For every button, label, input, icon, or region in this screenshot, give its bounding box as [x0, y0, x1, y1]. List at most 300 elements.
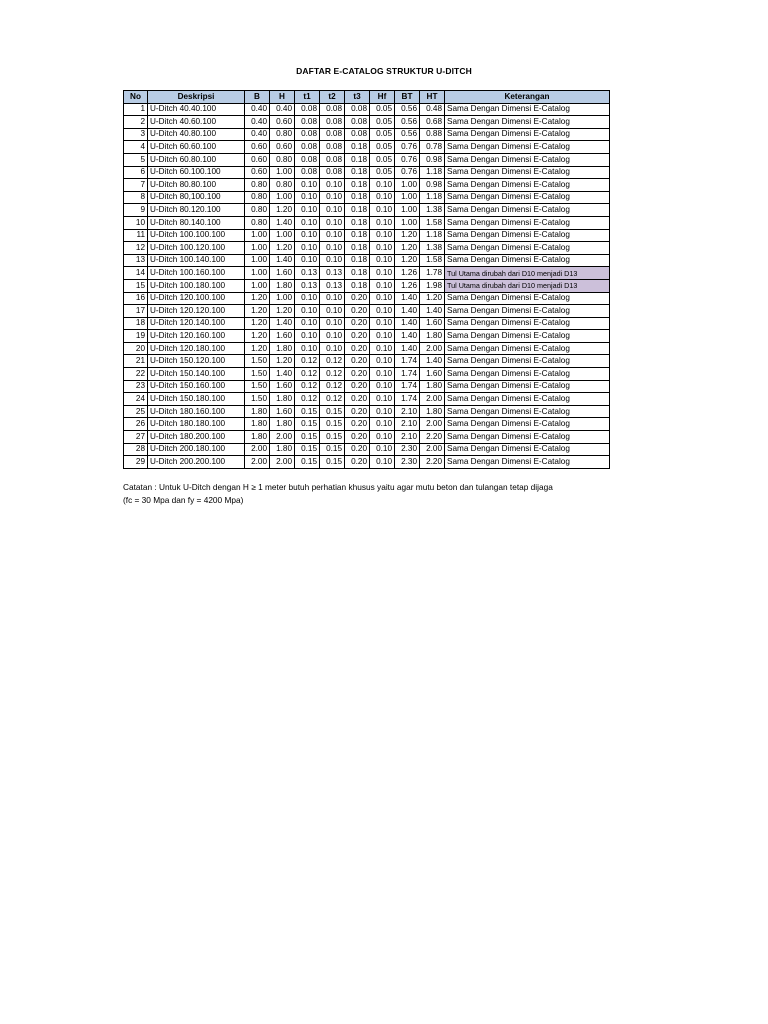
cell-ht: 2.20 [420, 456, 445, 469]
cell-b: 1.80 [245, 418, 270, 431]
cell-hf: 0.10 [370, 267, 395, 280]
cell-deskripsi: U-Ditch 120.140.100 [148, 317, 245, 330]
cell-bt: 1.40 [395, 305, 420, 318]
cell-h: 1.60 [270, 380, 295, 393]
cell-hf: 0.05 [370, 153, 395, 166]
u-ditch-catalog-table [123, 90, 610, 469]
cell-bt: 0.76 [395, 166, 420, 179]
cell-t3: 0.18 [345, 267, 370, 280]
cell-ht: 1.58 [420, 254, 445, 267]
column-header-ht: HT [420, 91, 445, 104]
cell-no: 23 [124, 380, 148, 393]
cell-hf: 0.10 [370, 216, 395, 229]
cell-t1: 0.12 [295, 368, 320, 381]
table-row [124, 242, 610, 255]
table-row [124, 443, 610, 456]
cell-t1: 0.15 [295, 418, 320, 431]
cell-h: 1.20 [270, 355, 295, 368]
cell-deskripsi: U-Ditch 80.140.100 [148, 216, 245, 229]
table-row [124, 393, 610, 406]
cell-no: 12 [124, 242, 148, 255]
cell-ht: 0.98 [420, 153, 445, 166]
cell-keterangan: Sama Dengan Dimensi E-Catalog [445, 317, 610, 330]
cell-t3: 0.20 [345, 405, 370, 418]
cell-b: 2.00 [245, 456, 270, 469]
cell-h: 1.40 [270, 216, 295, 229]
cell-deskripsi: U-Ditch 60.60.100 [148, 141, 245, 154]
table-header-row [124, 91, 610, 104]
table-row [124, 279, 610, 292]
cell-hf: 0.10 [370, 342, 395, 355]
cell-t3: 0.18 [345, 229, 370, 242]
cell-t3: 0.20 [345, 418, 370, 431]
cell-b: 1.80 [245, 431, 270, 444]
cell-h: 0.60 [270, 141, 295, 154]
cell-ht: 1.80 [420, 380, 445, 393]
cell-no: 20 [124, 342, 148, 355]
cell-t3: 0.20 [345, 330, 370, 343]
cell-keterangan: Tul Utama dirubah dari D10 menjadi D13 [445, 279, 610, 292]
cell-no: 15 [124, 279, 148, 292]
column-header-bt: BT [395, 91, 420, 104]
table-row [124, 292, 610, 305]
cell-t3: 0.08 [345, 128, 370, 141]
cell-keterangan: Sama Dengan Dimensi E-Catalog [445, 330, 610, 343]
cell-ht: 1.20 [420, 292, 445, 305]
cell-hf: 0.10 [370, 179, 395, 192]
cell-deskripsi: U-Ditch 100.120.100 [148, 242, 245, 255]
column-header-keterangan: Keterangan [445, 91, 610, 104]
cell-ht: 2.20 [420, 431, 445, 444]
cell-hf: 0.10 [370, 330, 395, 343]
table-row [124, 128, 610, 141]
table-row [124, 456, 610, 469]
cell-no: 24 [124, 393, 148, 406]
cell-keterangan: Sama Dengan Dimensi E-Catalog [445, 342, 610, 355]
cell-t2: 0.15 [320, 405, 345, 418]
table-row [124, 103, 610, 116]
document-title: DAFTAR E-CATALOG STRUKTUR U-DITCH [296, 66, 472, 76]
column-header-no: No [124, 91, 148, 104]
cell-t3: 0.20 [345, 292, 370, 305]
cell-h: 1.00 [270, 191, 295, 204]
cell-t1: 0.12 [295, 393, 320, 406]
cell-ht: 0.48 [420, 103, 445, 116]
table-row [124, 204, 610, 217]
cell-t2: 0.08 [320, 103, 345, 116]
cell-ht: 2.00 [420, 418, 445, 431]
cell-no: 2 [124, 116, 148, 129]
cell-hf: 0.05 [370, 166, 395, 179]
cell-t2: 0.10 [320, 292, 345, 305]
cell-no: 25 [124, 405, 148, 418]
column-header-t2: t2 [320, 91, 345, 104]
cell-deskripsi: U-Ditch 150.120.100 [148, 355, 245, 368]
cell-deskripsi: U-Ditch 180.180.100 [148, 418, 245, 431]
cell-t2: 0.08 [320, 166, 345, 179]
table-row [124, 330, 610, 343]
cell-t1: 0.15 [295, 456, 320, 469]
cell-no: 13 [124, 254, 148, 267]
cell-bt: 1.00 [395, 216, 420, 229]
cell-b: 1.20 [245, 342, 270, 355]
cell-deskripsi: U-Ditch 180.160.100 [148, 405, 245, 418]
table-row [124, 267, 610, 280]
cell-hf: 0.10 [370, 443, 395, 456]
table-row [124, 179, 610, 192]
cell-bt: 1.74 [395, 355, 420, 368]
cell-hf: 0.10 [370, 242, 395, 255]
cell-bt: 1.74 [395, 380, 420, 393]
cell-ht: 2.00 [420, 443, 445, 456]
cell-t2: 0.08 [320, 141, 345, 154]
cell-no: 18 [124, 317, 148, 330]
cell-keterangan: Tul Utama dirubah dari D10 menjadi D13 [445, 267, 610, 280]
cell-t1: 0.08 [295, 128, 320, 141]
cell-t1: 0.15 [295, 405, 320, 418]
cell-b: 0.80 [245, 204, 270, 217]
cell-deskripsi: U-Ditch 40.60.100 [148, 116, 245, 129]
cell-h: 1.80 [270, 418, 295, 431]
cell-bt: 0.76 [395, 153, 420, 166]
cell-h: 1.60 [270, 267, 295, 280]
cell-bt: 1.74 [395, 393, 420, 406]
cell-t3: 0.18 [345, 254, 370, 267]
cell-t3: 0.20 [345, 443, 370, 456]
cell-t2: 0.10 [320, 229, 345, 242]
cell-bt: 1.00 [395, 204, 420, 217]
cell-h: 0.80 [270, 128, 295, 141]
cell-t3: 0.20 [345, 368, 370, 381]
cell-deskripsi: U-Ditch 40.80.100 [148, 128, 245, 141]
cell-hf: 0.10 [370, 405, 395, 418]
cell-no: 27 [124, 431, 148, 444]
cell-deskripsi: U-Ditch 120.180.100 [148, 342, 245, 355]
cell-bt: 2.10 [395, 418, 420, 431]
cell-h: 2.00 [270, 431, 295, 444]
cell-h: 1.80 [270, 342, 295, 355]
cell-t1: 0.10 [295, 254, 320, 267]
cell-bt: 2.30 [395, 456, 420, 469]
table-row [124, 418, 610, 431]
cell-t2: 0.13 [320, 279, 345, 292]
cell-ht: 1.38 [420, 204, 445, 217]
cell-keterangan: Sama Dengan Dimensi E-Catalog [445, 292, 610, 305]
cell-no: 19 [124, 330, 148, 343]
cell-no: 28 [124, 443, 148, 456]
table-row [124, 305, 610, 318]
cell-no: 26 [124, 418, 148, 431]
table-row [124, 380, 610, 393]
cell-no: 7 [124, 179, 148, 192]
cell-h: 1.40 [270, 368, 295, 381]
cell-bt: 0.56 [395, 128, 420, 141]
cell-t2: 0.12 [320, 393, 345, 406]
cell-h: 0.40 [270, 103, 295, 116]
cell-h: 1.40 [270, 254, 295, 267]
cell-t2: 0.08 [320, 128, 345, 141]
cell-keterangan: Sama Dengan Dimensi E-Catalog [445, 405, 610, 418]
table-row [124, 405, 610, 418]
cell-ht: 1.40 [420, 355, 445, 368]
cell-no: 4 [124, 141, 148, 154]
cell-keterangan: Sama Dengan Dimensi E-Catalog [445, 355, 610, 368]
cell-t2: 0.10 [320, 330, 345, 343]
column-header-h: H [270, 91, 295, 104]
cell-deskripsi: U-Ditch 40.40.100 [148, 103, 245, 116]
cell-deskripsi: U-Ditch 120.100.100 [148, 292, 245, 305]
cell-t1: 0.08 [295, 166, 320, 179]
cell-bt: 1.00 [395, 191, 420, 204]
cell-h: 1.20 [270, 242, 295, 255]
cell-deskripsi: U-Ditch 80.80.100 [148, 179, 245, 192]
cell-t2: 0.10 [320, 254, 345, 267]
table-row [124, 317, 610, 330]
cell-bt: 1.40 [395, 317, 420, 330]
cell-t1: 0.10 [295, 317, 320, 330]
cell-t1: 0.10 [295, 292, 320, 305]
cell-no: 11 [124, 229, 148, 242]
cell-t2: 0.10 [320, 317, 345, 330]
cell-keterangan: Sama Dengan Dimensi E-Catalog [445, 443, 610, 456]
cell-bt: 2.30 [395, 443, 420, 456]
cell-t3: 0.20 [345, 431, 370, 444]
cell-hf: 0.10 [370, 393, 395, 406]
cell-hf: 0.05 [370, 128, 395, 141]
cell-t2: 0.15 [320, 431, 345, 444]
cell-hf: 0.10 [370, 355, 395, 368]
table-row [124, 254, 610, 267]
cell-h: 0.80 [270, 179, 295, 192]
cell-b: 1.80 [245, 405, 270, 418]
cell-t3: 0.18 [345, 153, 370, 166]
cell-keterangan: Sama Dengan Dimensi E-Catalog [445, 456, 610, 469]
cell-b: 1.50 [245, 380, 270, 393]
cell-bt: 1.40 [395, 330, 420, 343]
cell-keterangan: Sama Dengan Dimensi E-Catalog [445, 242, 610, 255]
cell-h: 1.00 [270, 166, 295, 179]
cell-t1: 0.08 [295, 116, 320, 129]
cell-h: 1.80 [270, 443, 295, 456]
cell-deskripsi: U-Ditch 150.160.100 [148, 380, 245, 393]
cell-hf: 0.10 [370, 418, 395, 431]
cell-ht: 1.18 [420, 166, 445, 179]
cell-t1: 0.10 [295, 242, 320, 255]
cell-t3: 0.18 [345, 279, 370, 292]
cell-bt: 1.26 [395, 267, 420, 280]
cell-bt: 1.74 [395, 368, 420, 381]
cell-t1: 0.10 [295, 305, 320, 318]
cell-hf: 0.10 [370, 368, 395, 381]
cell-b: 1.20 [245, 292, 270, 305]
cell-t2: 0.08 [320, 116, 345, 129]
cell-t1: 0.08 [295, 141, 320, 154]
cell-b: 1.20 [245, 317, 270, 330]
cell-keterangan: Sama Dengan Dimensi E-Catalog [445, 418, 610, 431]
cell-t2: 0.15 [320, 418, 345, 431]
footnote-line-1: Catatan : Untuk U-Ditch dengan H ≥ 1 meter butuh perhatian khusus yaitu agar mutu beton dan tulangan tetap dijaga [123, 482, 553, 492]
cell-keterangan: Sama Dengan Dimensi E-Catalog [445, 254, 610, 267]
cell-deskripsi: U-Ditch 60.80.100 [148, 153, 245, 166]
table-row [124, 229, 610, 242]
cell-h: 1.00 [270, 229, 295, 242]
cell-t2: 0.10 [320, 305, 345, 318]
cell-t1: 0.15 [295, 443, 320, 456]
cell-t2: 0.15 [320, 456, 345, 469]
cell-bt: 1.40 [395, 342, 420, 355]
cell-t1: 0.13 [295, 279, 320, 292]
table-row [124, 153, 610, 166]
cell-ht: 1.60 [420, 317, 445, 330]
cell-hf: 0.10 [370, 305, 395, 318]
cell-no: 22 [124, 368, 148, 381]
cell-h: 0.80 [270, 153, 295, 166]
cell-b: 0.40 [245, 128, 270, 141]
cell-t3: 0.18 [345, 179, 370, 192]
cell-t2: 0.10 [320, 342, 345, 355]
cell-hf: 0.10 [370, 191, 395, 204]
cell-keterangan: Sama Dengan Dimensi E-Catalog [445, 380, 610, 393]
cell-t3: 0.18 [345, 242, 370, 255]
cell-t3: 0.20 [345, 342, 370, 355]
cell-keterangan: Sama Dengan Dimensi E-Catalog [445, 305, 610, 318]
cell-t2: 0.10 [320, 179, 345, 192]
cell-keterangan: Sama Dengan Dimensi E-Catalog [445, 191, 610, 204]
cell-t3: 0.08 [345, 103, 370, 116]
cell-keterangan: Sama Dengan Dimensi E-Catalog [445, 141, 610, 154]
cell-t1: 0.10 [295, 330, 320, 343]
table-row [124, 141, 610, 154]
cell-no: 16 [124, 292, 148, 305]
cell-b: 1.00 [245, 279, 270, 292]
cell-t2: 0.10 [320, 216, 345, 229]
cell-t2: 0.10 [320, 191, 345, 204]
cell-b: 1.00 [245, 254, 270, 267]
cell-keterangan: Sama Dengan Dimensi E-Catalog [445, 116, 610, 129]
cell-b: 0.60 [245, 153, 270, 166]
cell-bt: 0.56 [395, 103, 420, 116]
cell-ht: 0.88 [420, 128, 445, 141]
cell-t3: 0.20 [345, 317, 370, 330]
cell-keterangan: Sama Dengan Dimensi E-Catalog [445, 179, 610, 192]
cell-t2: 0.15 [320, 443, 345, 456]
cell-bt: 1.40 [395, 292, 420, 305]
cell-b: 0.40 [245, 116, 270, 129]
cell-hf: 0.05 [370, 103, 395, 116]
table-row [124, 355, 610, 368]
cell-hf: 0.10 [370, 204, 395, 217]
cell-b: 0.40 [245, 103, 270, 116]
cell-b: 1.00 [245, 267, 270, 280]
column-header-deskripsi: Deskripsi [148, 91, 245, 104]
cell-ht: 1.60 [420, 368, 445, 381]
cell-hf: 0.10 [370, 279, 395, 292]
cell-keterangan: Sama Dengan Dimensi E-Catalog [445, 216, 610, 229]
cell-t3: 0.18 [345, 141, 370, 154]
table-row [124, 191, 610, 204]
cell-t2: 0.10 [320, 204, 345, 217]
cell-no: 1 [124, 103, 148, 116]
cell-no: 29 [124, 456, 148, 469]
cell-keterangan: Sama Dengan Dimensi E-Catalog [445, 128, 610, 141]
cell-ht: 0.98 [420, 179, 445, 192]
cell-b: 1.50 [245, 393, 270, 406]
cell-t1: 0.10 [295, 342, 320, 355]
cell-bt: 2.10 [395, 431, 420, 444]
cell-deskripsi: U-Ditch 200.200.100 [148, 456, 245, 469]
cell-t3: 0.08 [345, 116, 370, 129]
cell-bt: 1.20 [395, 229, 420, 242]
cell-t3: 0.20 [345, 305, 370, 318]
cell-bt: 1.20 [395, 254, 420, 267]
cell-h: 1.60 [270, 330, 295, 343]
cell-no: 21 [124, 355, 148, 368]
cell-keterangan: Sama Dengan Dimensi E-Catalog [445, 166, 610, 179]
cell-h: 1.20 [270, 305, 295, 318]
cell-deskripsi: U-Ditch 150.140.100 [148, 368, 245, 381]
cell-h: 1.00 [270, 292, 295, 305]
cell-deskripsi: U-Ditch 120.120.100 [148, 305, 245, 318]
cell-h: 2.00 [270, 456, 295, 469]
cell-t1: 0.10 [295, 179, 320, 192]
table-body [124, 103, 610, 468]
cell-t2: 0.12 [320, 380, 345, 393]
cell-keterangan: Sama Dengan Dimensi E-Catalog [445, 103, 610, 116]
cell-no: 8 [124, 191, 148, 204]
cell-bt: 2.10 [395, 405, 420, 418]
cell-ht: 0.78 [420, 141, 445, 154]
cell-no: 5 [124, 153, 148, 166]
cell-no: 9 [124, 204, 148, 217]
cell-no: 17 [124, 305, 148, 318]
cell-b: 1.50 [245, 355, 270, 368]
cell-b: 0.60 [245, 166, 270, 179]
column-header-t1: t1 [295, 91, 320, 104]
cell-h: 1.40 [270, 317, 295, 330]
cell-t1: 0.08 [295, 103, 320, 116]
table-row [124, 368, 610, 381]
cell-deskripsi: U-Ditch 100.180.100 [148, 279, 245, 292]
column-header-hf: Hf [370, 91, 395, 104]
cell-t1: 0.10 [295, 229, 320, 242]
cell-b: 1.20 [245, 305, 270, 318]
cell-t3: 0.18 [345, 191, 370, 204]
cell-b: 1.00 [245, 242, 270, 255]
cell-hf: 0.05 [370, 116, 395, 129]
cell-hf: 0.05 [370, 141, 395, 154]
cell-ht: 1.80 [420, 330, 445, 343]
cell-deskripsi: U-Ditch 150.180.100 [148, 393, 245, 406]
table-row [124, 116, 610, 129]
cell-deskripsi: U-Ditch 120.160.100 [148, 330, 245, 343]
cell-hf: 0.10 [370, 456, 395, 469]
cell-b: 1.20 [245, 330, 270, 343]
cell-deskripsi: U-Ditch 80,100.100 [148, 191, 245, 204]
cell-ht: 2.00 [420, 393, 445, 406]
cell-bt: 1.26 [395, 279, 420, 292]
cell-t1: 0.12 [295, 355, 320, 368]
cell-h: 0.60 [270, 116, 295, 129]
cell-t3: 0.18 [345, 204, 370, 217]
cell-ht: 1.40 [420, 305, 445, 318]
cell-t2: 0.10 [320, 242, 345, 255]
cell-ht: 1.18 [420, 191, 445, 204]
cell-ht: 1.80 [420, 405, 445, 418]
cell-deskripsi: U-Ditch 100.140.100 [148, 254, 245, 267]
cell-bt: 1.00 [395, 179, 420, 192]
cell-t3: 0.20 [345, 355, 370, 368]
cell-b: 0.80 [245, 216, 270, 229]
